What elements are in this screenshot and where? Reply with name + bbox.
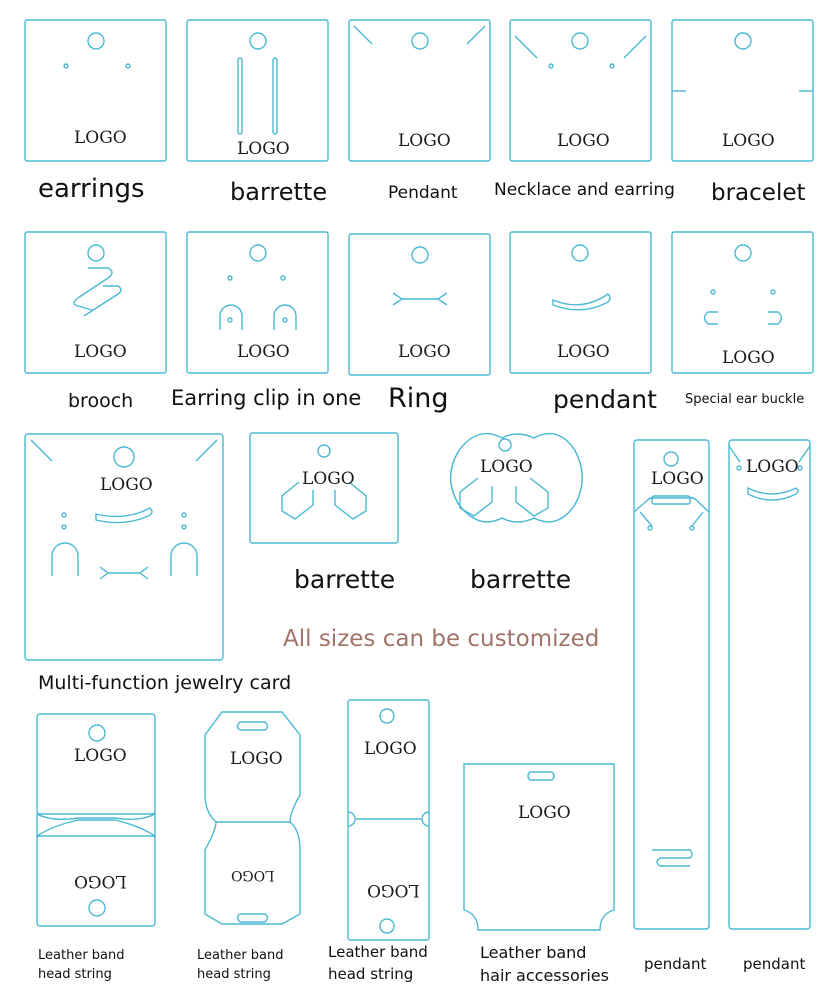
logo-barrette-2: LOGO [302,469,355,489]
logo-barrette-1: LOGO [237,139,290,159]
multi-function-card [25,434,223,660]
logo-barrette-3: LOGO [480,457,533,477]
caption-earring-clip: Earring clip in one [171,386,362,410]
caption-pendant-tall-2: pendant [743,955,806,973]
logo-pendant-tall-1: LOGO [651,469,704,489]
barrette-card-3 [451,434,583,522]
logo-multi-function: LOGO [100,475,153,495]
caption-pendant-tall-1: pendant [644,955,707,973]
caption-ring: Ring [388,383,449,414]
caption-leather-band-2: Leather band head string [197,948,284,982]
caption-leather-band-hair: Leather band hair accessories [480,943,609,985]
caption-pendant-1: Pendant [388,183,458,203]
caption-ear-buckle: Special ear buckle [685,392,805,407]
caption-multi-function: Multi-function jewelry card [38,672,292,694]
logo-leather-band-hair: LOGO [518,803,571,823]
caption-barrette-2: barrette [294,565,396,594]
caption-barrette-1: barrette [230,178,328,206]
logo-leather-band-3-top: LOGO [364,739,417,759]
logo-necklace-earring: LOGO [557,131,610,151]
leather-band-hair-card [464,764,614,930]
logo-leather-band-1-top: LOGO [74,746,127,766]
logo-pendant-2: LOGO [557,342,610,362]
caption-barrette-3: barrette [470,565,572,594]
caption-bracelet: bracelet [711,180,806,206]
logo-brooch: LOGO [74,342,127,362]
caption-brooch: brooch [68,390,134,412]
pendant-tall-card-2 [729,440,810,929]
logo-pendant-1: LOGO [398,131,451,151]
caption-earrings: earrings [38,174,145,204]
logo-pendant-tall-2: LOGO [746,457,799,477]
pendant-tall-card-1 [634,440,709,929]
leather-band-card-2 [205,712,300,924]
logo-leather-band-1-bottom: LOGO [74,871,127,891]
caption-leather-band-3: Leather band head string [328,943,428,983]
logo-leather-band-2-top: LOGO [230,749,283,769]
customization-note: All sizes can be customized [283,626,600,652]
logo-bracelet: LOGO [722,131,775,151]
logo-earrings: LOGO [74,128,127,148]
logo-earring-clip: LOGO [237,342,290,362]
caption-pendant-2: pendant [553,385,657,414]
logo-ear-buckle: LOGO [722,348,775,368]
caption-leather-band-1: Leather band head string [38,948,125,982]
logo-ring: LOGO [398,342,451,362]
caption-necklace-earring: Necklace and earring [494,180,675,200]
logo-leather-band-3-bottom: LOGO [367,880,420,900]
leather-band-card-3 [348,700,429,940]
logo-leather-band-2-bottom: LOGO [231,867,275,883]
